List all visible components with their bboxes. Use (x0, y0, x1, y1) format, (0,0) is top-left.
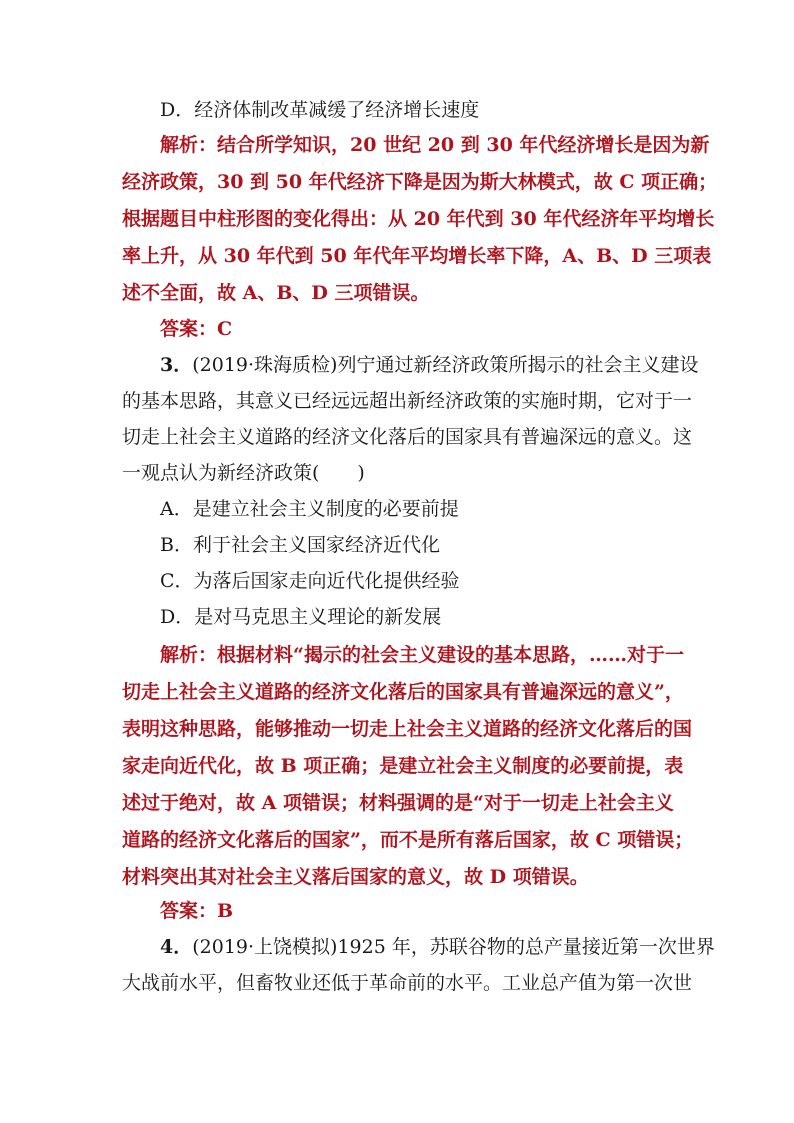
q3-option-c: C．为落后国家走向近代化提供经验 (160, 570, 460, 592)
analysis1-line-4: 率上升，从 30 年代到 50 年代年平均增长率下降，A、B、D 三项表 (122, 245, 712, 267)
q3-option-a: A．是建立社会主义制度的必要前提 (160, 498, 459, 520)
q3-line-2: 的基本思路，其意义已经远远超出新经济政策的实施时期，它对于一 (122, 390, 693, 412)
q3-line-1: 3．(2019·珠海质检)列宁通过新经济政策所揭示的社会主义建设 (160, 354, 699, 376)
answer2: 答案：B (160, 900, 234, 922)
analysis1-line-5: 述不全面，故 A、B、D 三项错误。 (122, 282, 430, 304)
analysis2-line-2: 切走上社会主义道路的经济文化落后的国家具有普遍深远的意义”， (122, 681, 684, 703)
analysis2-line-1: 解析：根据材料“揭示的社会主义建设的基本思路，……对于一 (160, 644, 684, 666)
q4-line-1: 4．(2019·上饶模拟)1925 年，苏联谷物的总产量接近第一次世界 (160, 936, 715, 958)
analysis2-line-6: 道路的经济文化落后的国家”，而不是所有落后国家，故 C 项错误； (122, 829, 694, 851)
q3-option-d: D．是对马克思主义理论的新发展 (160, 606, 442, 628)
analysis2-line-4: 家走向近代化，故 B 项正确；是建立社会主义制度的必要前提，表 (122, 755, 684, 777)
prev-option-d: D．经济体制改革减缓了经济增长速度 (160, 99, 480, 121)
analysis2-line-3: 表明这种思路，能够推动一切走上社会主义道路的经济文化落后的国 (122, 718, 693, 740)
analysis1-line-1: 解析：结合所学知识，20 世纪 20 到 30 年代经济增长是因为新 (160, 134, 710, 156)
q3-line-3: 切走上社会主义道路的经济文化落后的国家具有普遍深远的意义。这 (122, 426, 693, 448)
q4-source: (2019·上饶模拟) (192, 936, 338, 958)
q4-line-2: 大战前水平，但畜牧业还低于革命前的水平。工业总产值为第一次世 (122, 972, 693, 994)
analysis1-label: 解析： (160, 134, 218, 156)
analysis2-line-5: 述过于绝对，故 A 项错误；材料强调的是“对于一切走上社会主义 (122, 792, 674, 814)
analysis2-line-7: 材料突出其对社会主义落后国家的意义，故 D 项错误。 (122, 866, 589, 888)
analysis1-line-3: 根据题目中柱形图的变化得出：从 20 年代到 30 年代经济年平均增长 (122, 208, 715, 230)
analysis1-line-2: 经济政策，30 到 50 年代经济下降是因为斯大林模式，故 C 项正确； (122, 171, 718, 193)
q3-number: 3． (160, 354, 193, 376)
analysis2-label: 解析： (160, 644, 218, 666)
q4-number: 4． (160, 936, 193, 958)
answer1: 答案：C (160, 318, 233, 340)
q3-line-4: 一观点认为新经济政策( ) (122, 462, 365, 484)
q3-source: (2019·珠海质检) (192, 354, 338, 376)
q3-option-b: B．利于社会主义国家经济近代化 (160, 534, 440, 556)
